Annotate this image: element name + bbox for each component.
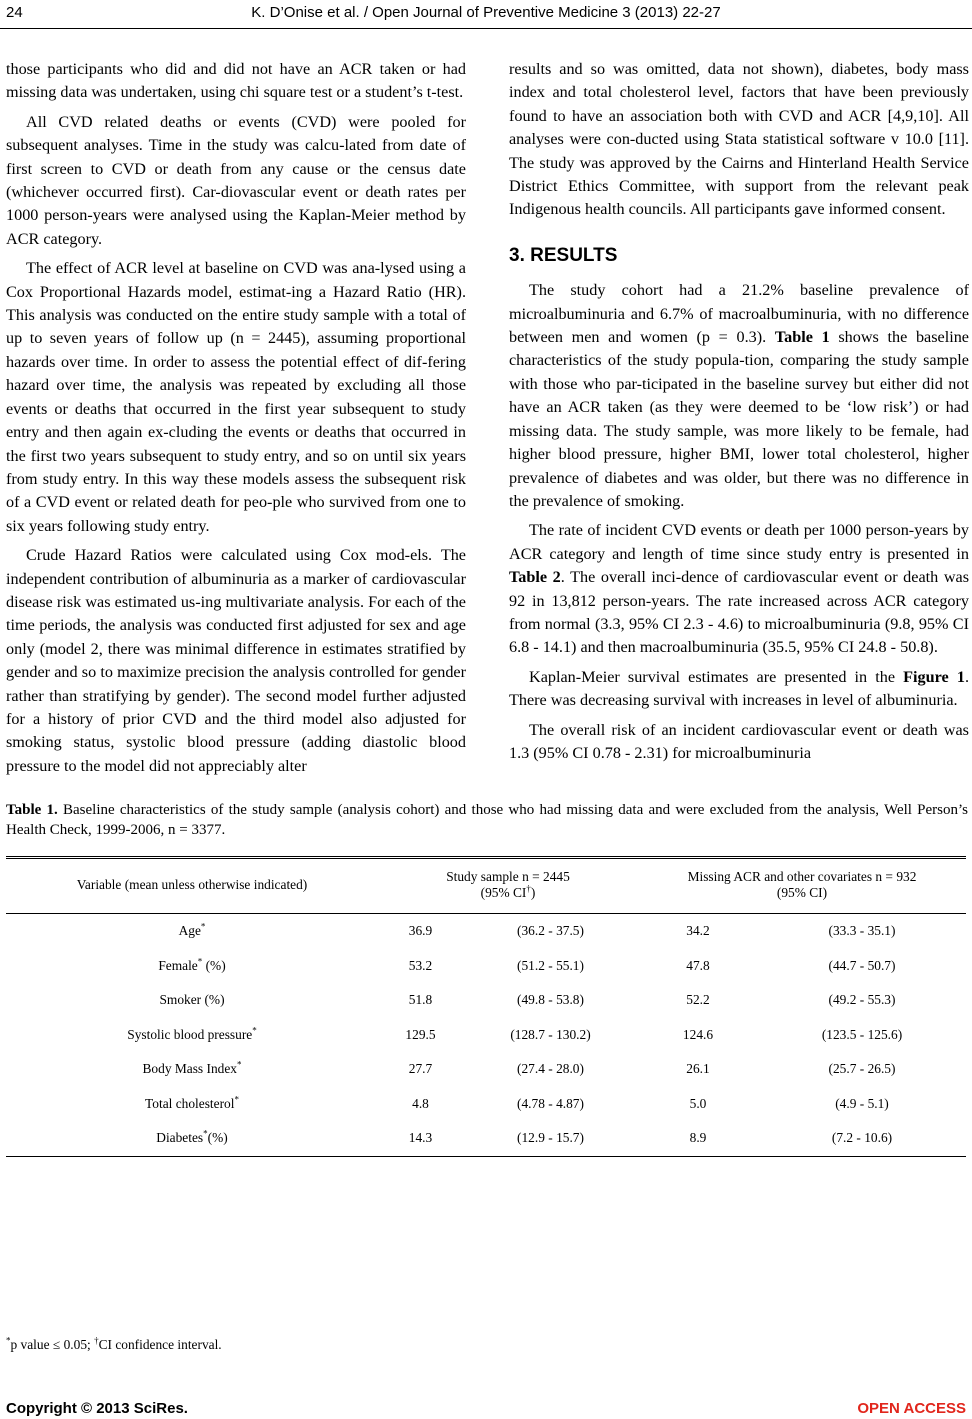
paragraph: those participants who did and did not have an ACR taken or had missing data was undertaken, using chi square test or a student’s t-test. — [6, 60, 466, 102]
figure-reference-link: Figure 1 — [903, 667, 965, 686]
paragraph: The overall risk of an incident cardiovascular event or death was 1.3 (95% CI 0.78 - 2.31) for microalbuminuria — [509, 720, 969, 762]
missing-ci: (4.9 - 5.1) — [835, 1095, 889, 1111]
row-label: Total cholesterol* — [145, 1094, 239, 1111]
table-reference-link: Table 2 — [509, 568, 561, 587]
study-ci: (4.78 - 4.87) — [517, 1095, 584, 1111]
header-rule — [0, 28, 972, 29]
table-caption — [6, 800, 968, 840]
study-mean: 36.9 — [408, 923, 433, 939]
missing-ci: (25.7 - 26.5) — [828, 1061, 896, 1077]
study-mean: 4.8 — [412, 1095, 429, 1111]
table-row — [6, 1018, 966, 1053]
paragraph: The study cohort had a 21.2% baseline prevalence of microalbuminuria and 6.7% of macroalbuminuria, with no difference between men and women (p = 0.3). Table 1 shows the baseline characteristics of the study popula-tion, comparing the study sample with those who par-ticipated in the baseline survey but either did not have an ACR taken (as they were deemed to be ‘low risk’) or had missing data. The study sample, was more likely to be female, had higher blood pressure, higher BMI, lower total cholesterol, higher prevalence of diabetes and was older, but there was no difference in the prevalence of smoking. — [509, 281, 969, 510]
column-header-variable: Variable (mean unless otherwise indicated) — [6, 859, 378, 914]
study-ci: (12.9 - 15.7) — [463, 1121, 638, 1156]
column-header-missing: Missing ACR and other covariates n = 932 (95% CI) — [638, 859, 966, 914]
table-row — [6, 949, 966, 984]
open-access-label: OPEN ACCESS — [857, 1400, 966, 1417]
missing-mean: 8.9 — [638, 1121, 758, 1156]
study-mean: 53.2 — [408, 957, 433, 973]
missing-mean: 52.2 — [686, 992, 710, 1008]
row-label: Diabetes*(%) — [6, 1121, 378, 1156]
study-ci: (49.8 - 53.8) — [517, 992, 584, 1008]
copyright-notice: Copyright © 2013 SciRes. — [6, 1400, 188, 1417]
baseline-table — [6, 856, 966, 1157]
row-label: Female* (%) — [158, 956, 226, 973]
missing-ci: (49.2 - 55.3) — [828, 992, 896, 1008]
row-label: Body Mass Index* — [142, 1059, 242, 1077]
row-label: Smoker (%) — [159, 992, 225, 1008]
table-row — [6, 1121, 966, 1156]
study-ci: (51.2 - 55.1) — [517, 957, 584, 973]
table-reference-link: Table 1 — [774, 328, 830, 347]
row-label: Systolic blood pressure* — [127, 1025, 257, 1042]
study-ci: (36.2 - 37.5) — [517, 923, 584, 939]
study-mean: 51.8 — [408, 992, 433, 1008]
left-column — [6, 58, 466, 784]
missing-ci: (33.3 - 35.1) — [828, 923, 896, 939]
paragraph: All CVD related deaths or events (CVD) were pooled for subsequent analyses. Time in the study was calcu-lated from date of first screen to CVD or death from any cause or the census date (whichever occurred first). Car-diovascular event or death rates per 1000 person-years were analysed using the Kaplan-Meier method by ACR category. — [6, 112, 466, 248]
missing-mean: 26.1 — [686, 1061, 710, 1077]
missing-ci: (123.5 - 125.6) — [821, 1026, 903, 1042]
paragraph: results and so was omitted, data not shown), diabetes, body mass index and total cholesterol level, factors that have been previously found to have an association both with CVD and ACR [4,9,10]. All analyses were con-ducted using Stata statistical software v 10.0 [11]. The study was approved by the Cairns and Hinterland Health Service District Ethics Committee, with support from the relevant peak Indigenous health councils. All participants gave informed consent. — [509, 60, 969, 219]
missing-mean: 124.6 — [682, 1026, 714, 1042]
table-footnote: *p value ≤ 0.05; †CI confidence interval. — [6, 1335, 222, 1352]
page-number: 24 — [6, 4, 23, 21]
section-heading: 3. RESULTS — [509, 244, 618, 266]
missing-mean: 47.8 — [686, 957, 710, 973]
missing-mean: 5.0 — [689, 1095, 707, 1111]
right-column — [509, 58, 969, 771]
table-row — [6, 914, 966, 949]
study-mean: 14.3 — [378, 1121, 463, 1156]
table-row — [6, 1052, 966, 1087]
paragraph: The effect of ACR level at baseline on CVD was ana-lysed using a Cox Proportional Hazards model, estimat-ing a Hazard Ratio (HR). This analysis was conducted on the entire study sample with a total of up to seven years of follow up (n = 2445), assuming proportional hazards over time. In order to assess the potential effect of dif-fering hazard over time, the analysis was repeated by excluding all those events or deaths that occurred in the first year subsequent to study entry and then again ex-cluding the events or deaths that occurred in the first two years subsequent to study entry, and so on until six years from study entry. In this way these models assess the subsequent risk of a CVD event or related death for peo-ple who survived from one to six years following study entry. — [6, 259, 466, 535]
missing-mean: 34.2 — [686, 923, 710, 939]
table-row — [6, 983, 966, 1018]
paragraph: Crude Hazard Ratios were calculated using Cox mod-els. The independent contribution of albuminuria as a marker of cardiovascular disease risk was estimated us-ing multivariate analysis. For each of the time periods, the analysis was conducted first adjusted for sex and age only (model 2, there was minimal difference in estimates stratified by gender and so to maximize precision the analysis controlled for gender rather than stratifying by gender). The second model further adjusted for a history of prior CVD and the third model also adjusted for smoking status, systolic blood pressure (adding diastolic blood pressure to the model did not appreciably alter — [6, 546, 466, 775]
row-label: Age* — [178, 921, 206, 939]
table-caption-label: Table 1. — [6, 802, 58, 818]
study-ci: (27.4 - 28.0) — [517, 1061, 584, 1077]
paragraph: The rate of incident CVD events or death per 1000 person-years by ACR category and length of time since study entry is presented in Table 2. The overall inci-dence of cardiovascular event or death was 92 in 13,812 person-years. The rate increased across ACR category from normal (3.3, 95% CI 2.3 - 4.6) to microalbuminuria (9.8, 95% CI 6.8 - 14.1) and then macroalbuminuria (35.5, 95% CI 24.8 - 50.8). — [509, 521, 969, 657]
missing-ci: (44.7 - 50.7) — [828, 957, 896, 973]
paragraph: Kaplan-Meier survival estimates are presented in the Figure 1. There was decreasing survival with increases in level of albuminuria. — [509, 667, 969, 710]
column-header-study-sample: Study sample n = 2445 (95% CI†) — [378, 859, 638, 914]
running-head: K. D’Onise et al. / Open Journal of Preventive Medicine 3 (2013) 22-27 — [251, 4, 721, 21]
study-mean: 27.7 — [408, 1061, 433, 1077]
page-header — [0, 0, 972, 30]
table-row — [6, 1087, 966, 1122]
study-ci: (128.7 - 130.2) — [510, 1026, 591, 1042]
missing-ci: (7.2 - 10.6) — [758, 1121, 966, 1156]
table-caption-text: Baseline characteristics of the study sample (analysis cohort) and those who had missing data and were excluded from the analysis, Well Person’s Health Check, 1999-2006, n = 3377. — [6, 802, 969, 838]
study-mean: 129.5 — [405, 1026, 436, 1042]
